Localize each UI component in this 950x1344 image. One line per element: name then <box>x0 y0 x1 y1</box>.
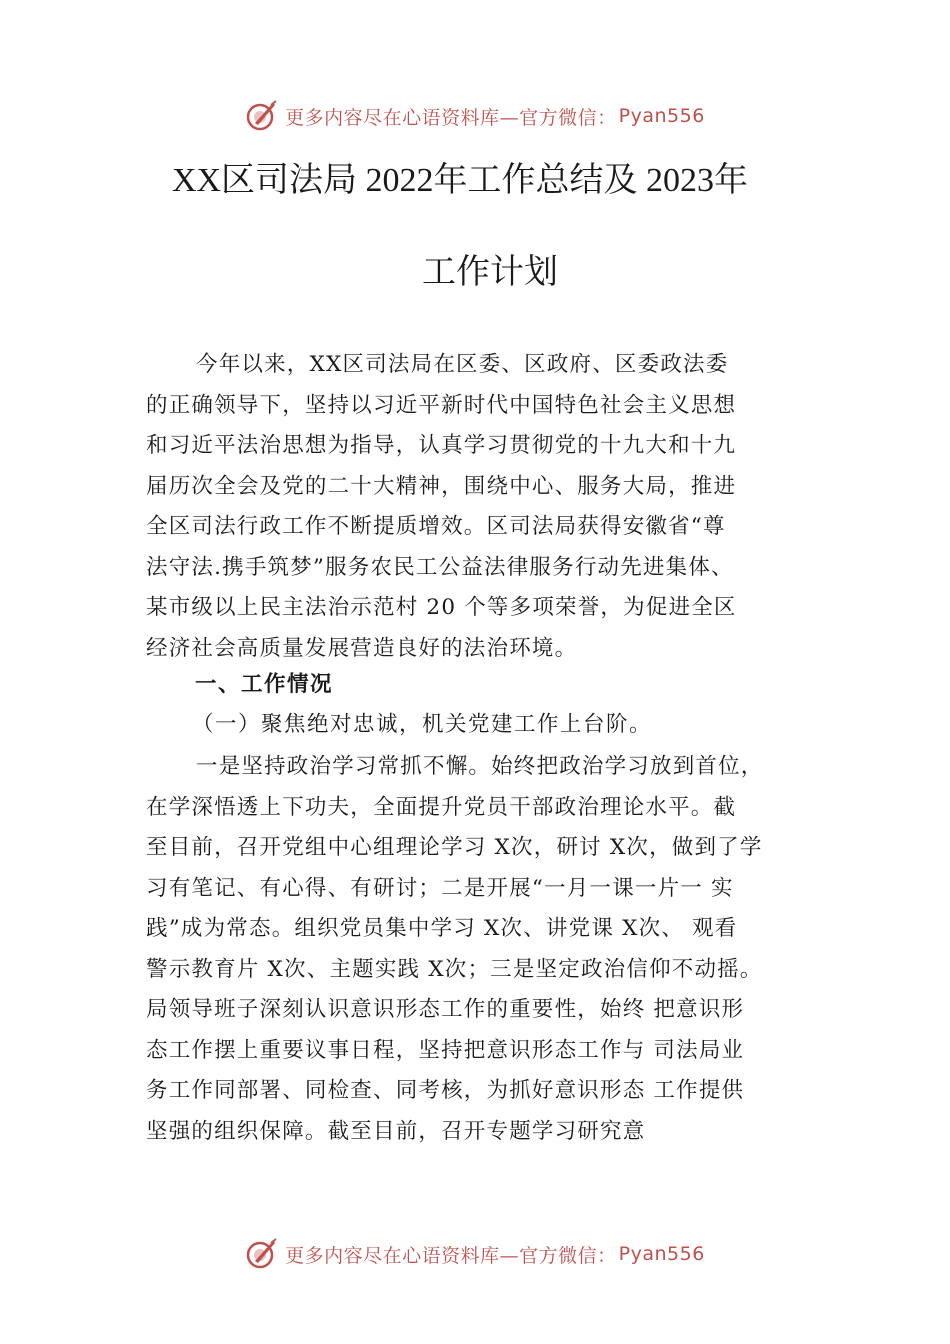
paragraph-line: 全区司法行政工作不断提质增效。区司法局获得安徽省“尊 <box>146 514 726 539</box>
intro-paragraph <box>146 345 846 669</box>
paragraph-line: 警示教育片 X次、主题实践 X次；三是坚定政治信仰不动摇。 <box>146 956 763 982</box>
paragraph-line: 局领导班子深刻认识意识形态工作的重要性，始终 把意识形 <box>146 997 745 1022</box>
body-paragraph <box>146 747 846 1152</box>
wechat-id: Pyan556 <box>618 1243 705 1265</box>
footer-watermark <box>0 1234 950 1274</box>
quill-seal-icon <box>245 99 279 133</box>
header-watermark <box>0 96 950 136</box>
document-title-line2: 工作计划 <box>422 254 558 291</box>
quill-seal-icon <box>245 1237 279 1271</box>
paragraph-line: 经济社会高质量发展营造良好的法治环境。 <box>146 635 578 661</box>
paragraph-line: 习有笔记、有心得、有研讨；二是开展“一月一课一片一 实 <box>146 875 734 901</box>
paragraph-line: 届历次全会及党的二十大精神，围绕中心、服务大局，推进 <box>146 473 737 499</box>
paragraph-line: 的正确领导下，坚持以习近平新时代中国特色社会主义思想 <box>146 392 737 418</box>
paragraph-line: 一是坚持政治学习常抓不懈。始终把政治学习放到首位， <box>196 754 764 779</box>
document-title-line1: XX区司法局 2022年工作总结及 2023年 <box>171 162 749 199</box>
paragraph-line: 某市级以上民主法治示范村 20 个等多项荣誉，为促进全区 <box>146 595 737 620</box>
paragraph-line: 态工作摆上重要议事日程，坚持把意识形态工作与 司法局业 <box>146 1037 745 1063</box>
paragraph-line: 践”成为常态。组织党员集中学习 X次、讲党课 X次、 观看 <box>146 916 738 941</box>
watermark-text: 更多内容尽在心语资料库—官方微信： <box>285 1244 617 1267</box>
paragraph-line: 在学深悟透上下功夫，全面提升党员干部政治理论水平。截 <box>146 794 737 820</box>
paragraph-line: 法守法.携手筑梦”服务农民工公益法律服务行动先进集体、 <box>146 554 734 580</box>
paragraph-line: 坚强的组织保障。截至目前，召开专题学习研究意 <box>146 1118 646 1144</box>
paragraph-line: 和习近平法治思想为指导，认真学习贯彻党的十九大和十九 <box>146 433 737 458</box>
section-heading: 一、工作情况 <box>195 672 334 697</box>
watermark-text: 更多内容尽在心语资料库—官方微信： <box>285 106 617 129</box>
paragraph-line: 务工作同部署、同检查、同考核，为抓好意识形态 工作提供 <box>146 1078 745 1103</box>
paragraph-line: 今年以来，XX区司法局在区委、区政府、区委政法委 <box>196 352 729 377</box>
wechat-id: Pyan556 <box>618 105 705 127</box>
paragraph-line: 至目前，召开党组中心组理论学习 X次，研讨 X次，做到了学 <box>146 835 763 860</box>
subsection-heading: （一）聚焦绝对忠诚，机关党建工作上台阶。 <box>192 712 653 737</box>
